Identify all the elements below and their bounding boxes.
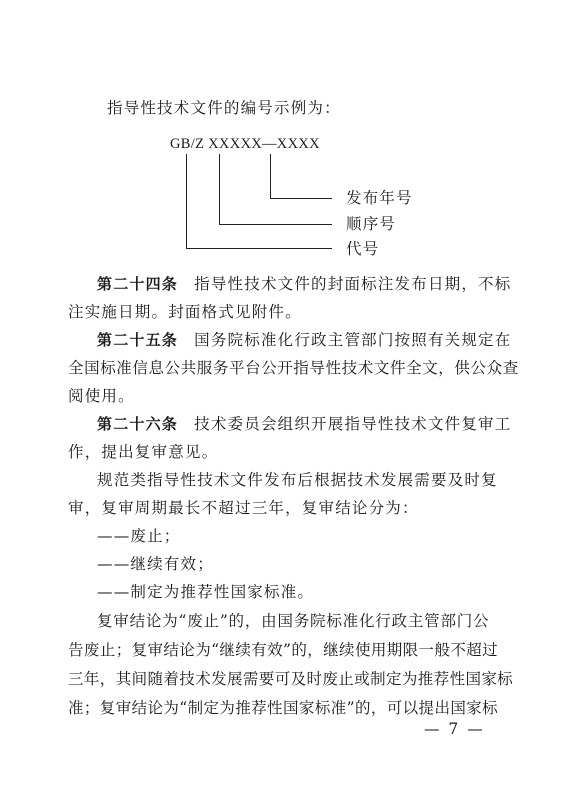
label-sequence: 顺序号 — [346, 215, 397, 233]
article-24-text1: 指导性技术文件的封面标注发布日期，不标 — [194, 275, 512, 293]
option-abolish: ——废止； — [97, 527, 181, 545]
page-number: — 7 — — [424, 720, 485, 738]
option-recommend: ——制定为推荐性国家标准。 — [97, 583, 315, 601]
article-24-title: 第二十四条 — [97, 275, 179, 293]
year-connector-horizontal — [270, 198, 332, 199]
article-25-title: 第二十五条 — [97, 331, 179, 349]
review-paragraph-line1: 规范类指导性技术文件发布后根据技术发展需要及时复 — [97, 471, 498, 489]
article-24-line1 — [97, 274, 512, 294]
article-26-line1 — [97, 414, 511, 434]
article-25-line1 — [97, 330, 511, 350]
code-example: GB/Z XXXXX—XXXX — [170, 136, 320, 152]
article-26-line2: 作，提出复审意见。 — [68, 443, 219, 461]
conclusion-line2: 告废止；复审结论为“继续有效”的，继续使用期限一般不超过 — [68, 641, 499, 659]
code-connector-horizontal — [186, 248, 332, 249]
label-year: 发布年号 — [346, 189, 413, 207]
sequence-connector-horizontal — [219, 224, 332, 225]
intro-text: 指导性技术文件的编号示例为： — [107, 99, 341, 117]
code-connector-vertical — [186, 154, 187, 248]
year-connector-vertical — [270, 154, 271, 198]
article-25-line3: 阅使用。 — [68, 387, 135, 405]
article-26-title: 第二十六条 — [97, 415, 179, 433]
article-25-line2: 全国标准信息公共服务平台公开指导性技术文件全文，供公众查 — [68, 359, 519, 377]
conclusion-line1: 复审结论为“废止”的，由国务院标准化行政主管部门公 — [97, 612, 490, 630]
article-25-text1: 国务院标准化行政主管部门按照有关规定在 — [194, 331, 512, 349]
label-code: 代号 — [346, 240, 380, 258]
article-24-line2: 注实施日期。封面格式见附件。 — [68, 303, 302, 321]
conclusion-line4: 准；复审结论为“制定为推荐性国家标准”的，可以提出国家标 — [68, 699, 499, 717]
option-continue: ——继续有效； — [97, 555, 214, 573]
article-26-text1: 技术委员会组织开展指导性技术文件复审工 — [194, 415, 512, 433]
sequence-connector-vertical — [219, 154, 220, 224]
review-paragraph-line2: 审，复审周期最长不超过三年，复审结论分为： — [68, 499, 419, 517]
conclusion-line3: 三年，其间随着技术发展需要可及时废止或制定为推荐性国家标 — [68, 670, 514, 688]
